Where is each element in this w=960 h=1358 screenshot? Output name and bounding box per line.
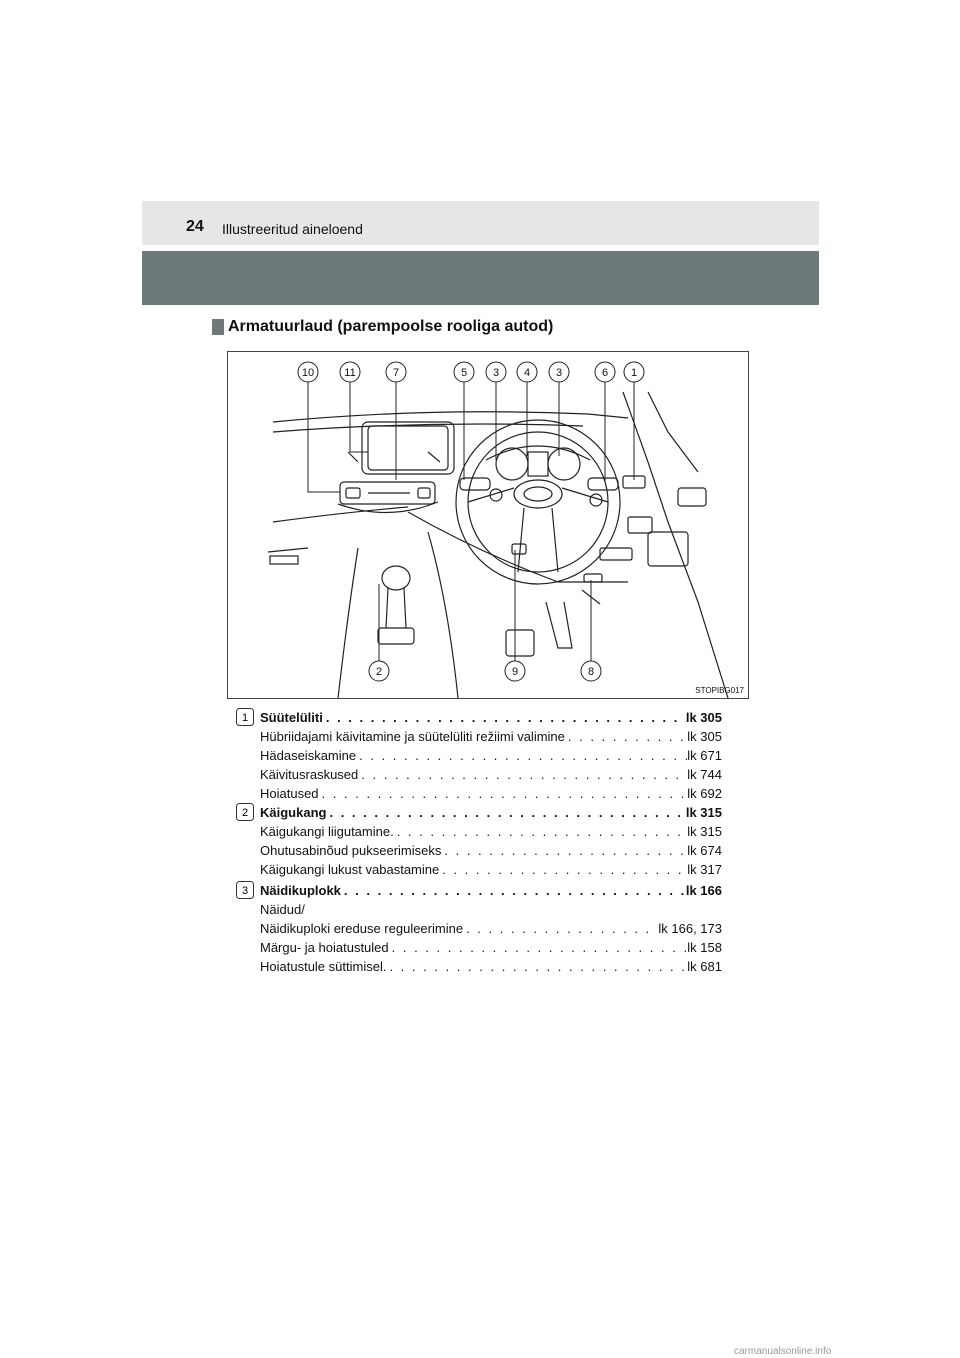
header-title: Illustreeritud aineloend	[222, 221, 363, 237]
callout-top: 3	[492, 367, 500, 379]
entry-page: lk 305	[685, 710, 722, 725]
sub-page: lk 315	[687, 824, 722, 839]
sub-page: lk 744	[687, 767, 722, 782]
entry-main-row	[260, 881, 722, 900]
entry-sub-row	[260, 957, 722, 976]
entry-sub-row	[260, 765, 722, 784]
index-entry	[241, 708, 722, 803]
entry-sub-row	[260, 860, 722, 879]
sub-page: lk 692	[687, 786, 722, 801]
callout-top: 1	[630, 367, 638, 379]
section-heading	[212, 318, 553, 336]
entry-sub-row	[260, 746, 722, 765]
entry-page: lk 166	[685, 883, 722, 898]
entry-sub-row	[260, 919, 722, 938]
sub-title: Hübriidajami käivitamine ja süütelüliti režiimi valimine	[260, 729, 565, 744]
entry-page: lk 315	[685, 805, 722, 820]
number-marker-icon	[236, 708, 254, 726]
entry-title: Käigukang	[260, 805, 327, 820]
sub-page: lk 674	[687, 843, 722, 858]
entry-main-row	[260, 803, 722, 822]
page-number: 24	[186, 218, 204, 235]
callout-top: 10	[301, 367, 315, 379]
sub-page: lk 166, 173	[658, 921, 722, 936]
dashboard-illustration	[227, 351, 749, 699]
dashboard-drawing	[228, 352, 748, 698]
svg-text:1: 1	[241, 712, 249, 724]
sub-page: lk 681	[687, 959, 722, 974]
callout-top: 3	[555, 367, 563, 379]
heading-square-icon	[212, 319, 224, 335]
sub-title: Näidud/	[260, 902, 305, 917]
sub-title: Hoiatustule süttimisel.	[260, 959, 387, 974]
figure-code: STOPIBG017	[695, 686, 744, 695]
sub-page: lk 317	[687, 862, 722, 877]
sub-page: lk 305	[687, 729, 722, 744]
section-heading-text: Armatuurlaud (parempoolse rooliga autod)	[228, 318, 554, 335]
entry-title: Süütelüliti	[260, 710, 323, 725]
callout-bottom: 8	[587, 666, 595, 678]
callout-top: 11	[344, 367, 356, 379]
entry-main-row	[260, 708, 722, 727]
sub-title: Käigukangi lukust vabastamine	[260, 862, 440, 877]
sub-title: Hädaseiskamine	[260, 748, 357, 763]
entry-sub-row	[260, 727, 722, 746]
footer-watermark: carmanualsonline.info	[734, 1346, 832, 1357]
sub-title: Ohutusabinõud pukseerimiseks	[260, 843, 442, 858]
sub-title: Hoiatused	[260, 786, 319, 801]
entry-title: Näidikuplokk	[260, 883, 341, 898]
number-marker-icon	[236, 803, 254, 821]
sub-page: lk 671	[687, 748, 722, 763]
entry-sub-row	[260, 841, 722, 860]
entry-sub-row	[260, 938, 722, 957]
callout-top: 5	[460, 367, 468, 379]
callout-bottom: 2	[375, 666, 383, 678]
callout-top: 4	[523, 367, 531, 379]
section-band	[142, 251, 819, 305]
sub-title: Näidikuploki ereduse reguleerimine	[260, 921, 464, 936]
number-marker-icon	[236, 881, 254, 899]
index-entry	[241, 803, 722, 879]
sub-page: lk 158	[687, 940, 722, 955]
svg-text:2: 2	[241, 807, 249, 819]
entry-sub-row	[260, 822, 722, 841]
entry-sub-row	[260, 784, 722, 803]
callout-top: 6	[601, 367, 609, 379]
index-entry	[241, 881, 722, 976]
callout-bottom: 9	[511, 666, 519, 678]
sub-title: Käigukangi liigutamine.	[260, 824, 394, 839]
sub-title: Märgu- ja hoiatustuled	[260, 940, 389, 955]
sub-title: Käivitusraskused	[260, 767, 359, 782]
callout-top: 7	[392, 367, 400, 379]
entry-sub-row	[260, 900, 722, 919]
svg-text:3: 3	[241, 885, 249, 897]
